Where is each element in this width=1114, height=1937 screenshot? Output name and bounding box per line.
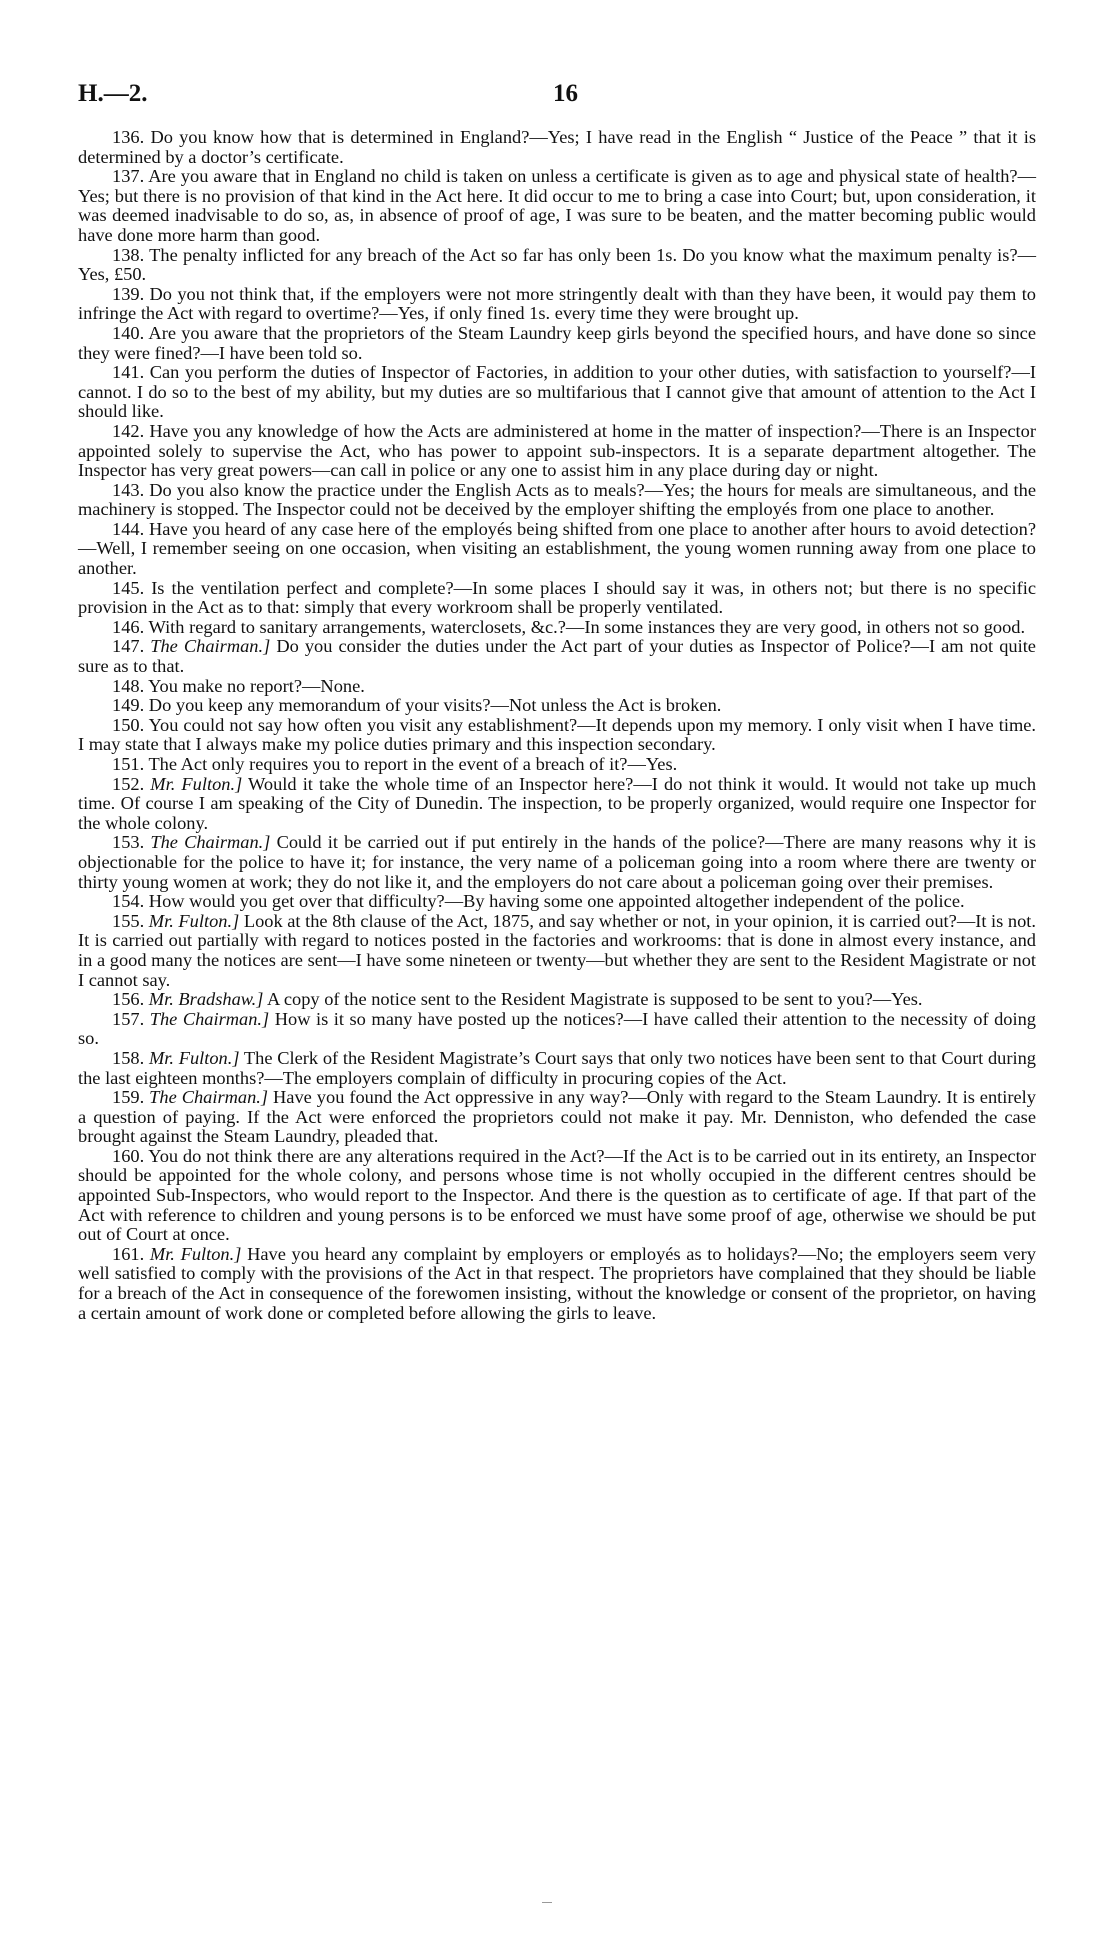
question-number: 140.: [112, 322, 145, 343]
question-paragraph: [78, 618, 1036, 638]
question-paragraph: [78, 1088, 1036, 1147]
page-number: 16: [553, 80, 578, 107]
question-paragraph: [78, 481, 1036, 520]
question-paragraph: [78, 892, 1036, 912]
question-number: 137.: [112, 166, 145, 187]
question-number: 145.: [112, 577, 145, 598]
question-paragraph: [78, 1049, 1036, 1088]
question-text: Have you heard any complaint by employers or employés as to holidays?—No; the employers seem very well satisfied to comply with the provisions of the Act in that respect. The proprietors have complained that they should be liable for a breach of the Act in consequence of the forewomen insisting, without the knowledge or consent of the proprietor, on having a certain amount of work done or completed before allowing the girls to leave.: [78, 1243, 1036, 1323]
question-text: Can you perform the duties of Inspector of Factories, in addition to your other duties, with satisfaction to yourself?—I cannot. I do so to the best of my ability, but my duties are so multifarious that I cannot give that amount of attention to the Act I should like.: [78, 362, 1036, 422]
question-number: 160.: [112, 1145, 145, 1166]
question-number: 156.: [112, 989, 145, 1010]
question-paragraph: [78, 912, 1036, 990]
question-number: 150.: [112, 714, 145, 735]
question-paragraph: [78, 422, 1036, 481]
question-text: Are you aware that in England no child is taken on unless a certificate is given as to age and physical state of health?—Yes; but there is no provision of that kind in the Act here. It did occur to me to bring a case into Court; but, upon consideration, it was deemed inadvisable to do so, as, in absence of proof of age, I was sure to be beaten, and the matter becoming public would have done more harm than good.: [78, 166, 1036, 245]
question-number: 153.: [112, 832, 145, 853]
question-number: 152.: [112, 773, 145, 794]
question-number: 148.: [112, 675, 145, 696]
question-text: Do you also know the practice under the English Acts as to meals?—Yes; the hours for meals are simultaneous, and the machinery is stopped. The Inspector could not be deceived by the employer shifting the employés from one place to another.: [78, 479, 1036, 520]
question-paragraph: [78, 285, 1036, 324]
question-paragraph: [78, 775, 1036, 834]
page-header: [78, 80, 1036, 120]
question-number: 136.: [112, 127, 145, 147]
question-paragraph: [78, 833, 1036, 892]
speaker-label: Mr. Fulton.]: [150, 773, 243, 794]
question-text: How is it so many have posted up the notices?—I have called their attention to the necessity of doing so.: [78, 1008, 1036, 1049]
question-text: You do not think there are any alterations required in the Act?—If the Act is to be carried out in its entirety, an Inspector should be appointed for the whole colony, and persons whose time is not wholly occupied in the different centres should be appointed Sub-Inspectors, who would report to the Inspector. And there is the question as to certificate of age. If that part of the Act with reference to children and young persons is to be enforced we must have some proof of age, otherwise we should be put out of Court at once.: [78, 1145, 1036, 1245]
question-number: 141.: [112, 362, 145, 383]
question-number: 159.: [112, 1087, 145, 1108]
question-paragraph: [78, 1010, 1036, 1049]
question-paragraph: [78, 755, 1036, 775]
speaker-label: The Chairman.]: [149, 1087, 269, 1108]
question-text: With regard to sanitary arrangements, waterclosets, &c.?—In some instances they are very good, in others not so good.: [148, 616, 1026, 637]
question-number: 149.: [112, 695, 145, 716]
question-paragraph: [78, 716, 1036, 755]
speaker-label: Mr. Fulton.]: [149, 1243, 242, 1264]
question-text: Do you keep any memorandum of your visits?—Not unless the Act is broken.: [148, 695, 722, 716]
question-text: Would it take the whole time of an Inspector here?—I do not think it would. It would not take up much time. Of course I am speaking of the City of Dunedin. The inspection, to be properly organized, would require one Inspector for the whole colony.: [78, 773, 1037, 833]
question-text: Do you know how that is determined in England?—Yes; I have read in the English “ Justice of the Peace ” that it is determined by a doctor’s certificate.: [78, 127, 1036, 167]
question-text: You make no report?—None.: [148, 675, 365, 696]
question-text: How would you get over that difficulty?—By having some one appointed altogether independent of the police.: [148, 891, 965, 912]
speaker-label: Mr. Bradshaw.]: [148, 989, 264, 1010]
question-text: The Act only requires you to report in the event of a breach of it?—Yes.: [148, 754, 678, 774]
speaker-label: Mr. Fulton.]: [148, 910, 240, 931]
speaker-label: Mr. Fulton.]: [148, 1047, 240, 1068]
question-number: 157.: [112, 1008, 145, 1029]
question-text: Are you aware that the proprietors of the Steam Laundry keep girls beyond the specified hours, and have done so since they were fined?—I have been told so.: [78, 322, 1037, 363]
question-text: Do you consider the duties under the Act part of your duties as Inspector of Police?—I am not quite sure as to that.: [78, 636, 1036, 677]
question-text: Do you not think that, if the employers were not more stringently dealt with than they have been, it would pay them to infringe the Act with regard to overtime?—Yes, if only fined 1s. every time they were brought up.: [78, 283, 1036, 324]
question-text: Have you found the Act oppressive in any way?—Only with regard to the Steam Laundry. It is entirely a question of paying. If the Act were enforced the proprietors could not make it pay. Mr. Denniston, who defended the case brought against the Steam Laundry, pleaded that.: [78, 1087, 1036, 1147]
question-paragraph: [78, 520, 1036, 579]
question-number: 147.: [112, 636, 145, 657]
question-number: 161.: [112, 1243, 145, 1264]
question-text: Have you heard of any case here of the employés being shifted from one place to another after hours to avoid detection?—Well, I remember seeing on one occasion, when visiting an establishment, the young women running away from one place to another.: [78, 518, 1036, 579]
speaker-label: The Chairman.]: [149, 1008, 270, 1029]
question-paragraph: [78, 579, 1036, 618]
question-text: Is the ventilation perfect and complete?—In some places I should say it was, in others not; but there is no specific provision in the Act as to that: simply that every workroom shall be properly ventilated.: [78, 577, 1036, 618]
question-number: 155.: [112, 910, 145, 931]
question-text: The penalty inflicted for any breach of the Act so far has only been 1s. Do you know what the maximum penalty is?—Yes, £50.: [78, 244, 1036, 285]
question-paragraph: [78, 363, 1036, 422]
question-number: 146.: [112, 616, 145, 637]
speaker-label: The Chairman.]: [150, 832, 271, 853]
question-paragraph: [78, 1147, 1036, 1245]
question-paragraph: [78, 677, 1036, 697]
question-text: A copy of the notice sent to the Resident Magistrate is supposed to be sent to you?—Yes.: [267, 989, 923, 1010]
question-number: 143.: [112, 479, 145, 500]
question-number: 154.: [112, 891, 145, 912]
speaker-label: The Chairman.]: [150, 636, 271, 657]
question-paragraph: [78, 128, 1036, 167]
question-number: 142.: [112, 420, 145, 441]
evidence-text-body: [78, 128, 1036, 1323]
question-paragraph: [78, 1245, 1036, 1323]
question-text: Have you any knowledge of how the Acts are administered at home in the matter of inspection?—There is an Inspector appointed solely to supervise the Act, who has power to appoint sub-inspectors. It is a separate department altogether. The Inspector has very great powers—can call in police or any one to assist him in any place during day or night.: [78, 420, 1036, 481]
question-paragraph: [78, 246, 1036, 285]
question-number: 144.: [112, 518, 145, 539]
question-text: The Clerk of the Resident Magistrate’s Court says that only two notices have been sent to that Court during the last eighteen months?—The employers complain of difficulty in procuring copies of the Act.: [78, 1047, 1036, 1088]
page-edge-mark: [542, 1902, 552, 1903]
question-text: Could it be carried out if put entirely in the hands of the police?—There are many reasons why it is objectionable for the police to have it; for instance, the very name of a policeman going into a room where there are twenty or thirty young women at work; they do not like it, and the employers do not care about a policeman going over their premises.: [78, 832, 1036, 892]
question-number: 138.: [112, 244, 145, 265]
question-number: 139.: [112, 283, 145, 304]
question-paragraph: [78, 167, 1036, 245]
question-text: Look at the 8th clause of the Act, 1875, and say whether or not, in your opinion, it is carried out?—It is not. It is carried out partially with regard to notices posted in the factories and workrooms: that is done in almost every instance, and in a good many the notices are sent—I have some nineteen or twenty—but whether they are sent to the Resident Magistrate or not I cannot say.: [78, 910, 1037, 990]
question-paragraph: [78, 696, 1036, 716]
question-paragraph: [78, 637, 1036, 676]
question-paragraph: [78, 990, 1036, 1010]
question-paragraph: [78, 324, 1036, 363]
question-number: 151.: [112, 754, 145, 774]
question-text: You could not say how often you visit any establishment?—It depends upon my memory. I only visit when I have time. I may state that I always make my police duties primary and this inspection secondary.: [78, 714, 1037, 755]
document-reference: H.—2.: [78, 80, 148, 107]
question-number: 158.: [112, 1047, 145, 1068]
